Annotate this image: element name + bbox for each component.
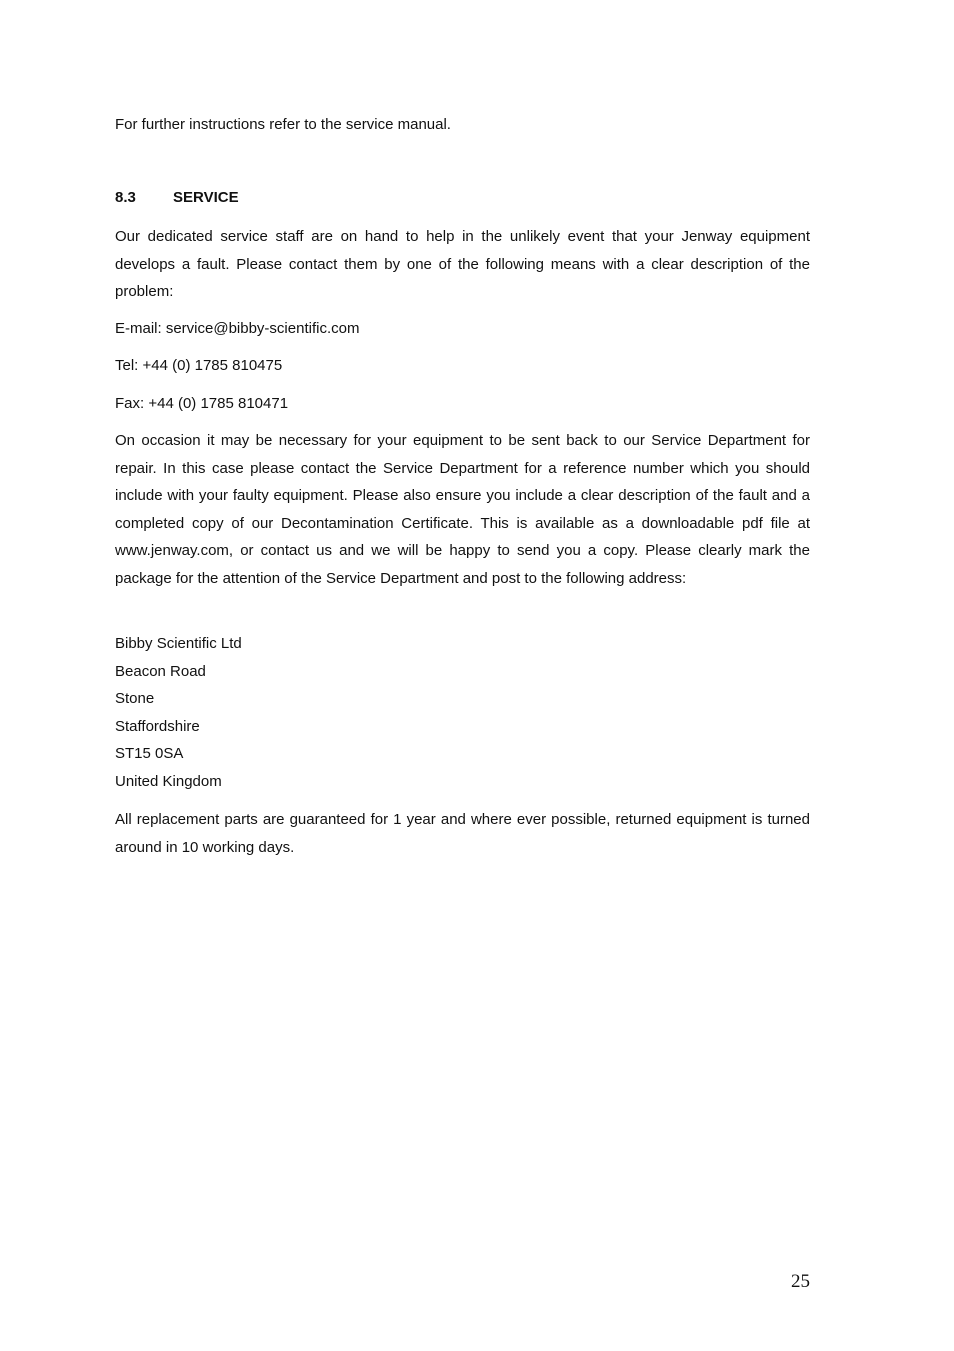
fax-line: Fax: +44 (0) 1785 810471 bbox=[115, 395, 289, 412]
section-heading bbox=[115, 189, 239, 207]
address-line: Staffordshire bbox=[115, 717, 200, 735]
address-line: Bibby Scientific Ltd bbox=[115, 635, 242, 652]
address-block bbox=[115, 630, 810, 796]
address-line: United Kingdom bbox=[115, 772, 222, 790]
section-title: SERVICE bbox=[173, 189, 239, 206]
email-line: E-mail: service@bibby-scientific.com bbox=[115, 320, 360, 337]
intro-text: For further instructions refer to the service manual. bbox=[115, 116, 451, 133]
tel-line: Tel: +44 (0) 1785 810475 bbox=[115, 357, 283, 374]
contact-intro-paragraph: Our dedicated service staff are on hand to help in the unlikely event that your Jenway equipment develops a fault. Please contact them by one of the following means with a clear description of the problem: bbox=[115, 228, 810, 301]
return-info-paragraph: On occasion it may be necessary for your equipment to be sent back to our Service Department for repair. In this case please contact the Service Department for a reference number which you should include with your faulty equipment. Please also ensure you include a clear description of the fault and a completed copy of our Decontamination Certificate. This is available as a downloadable pdf file at www.jenway.com, or contact us and we will be happy to send you a copy. Please clearly mark the package for the attention of the Service Department and post to the following address: bbox=[115, 432, 810, 587]
guarantee-paragraph: All replacement parts are guaranteed for 1 year and where ever possible, returned equipment is turned around in 10 working days. bbox=[115, 811, 810, 856]
address-line: Stone bbox=[115, 690, 155, 708]
section-number: 8.3 bbox=[115, 189, 136, 206]
address-line: ST15 0SA bbox=[115, 745, 184, 763]
page-number: 25 bbox=[791, 1271, 810, 1292]
address-line: Beacon Road bbox=[115, 662, 206, 680]
